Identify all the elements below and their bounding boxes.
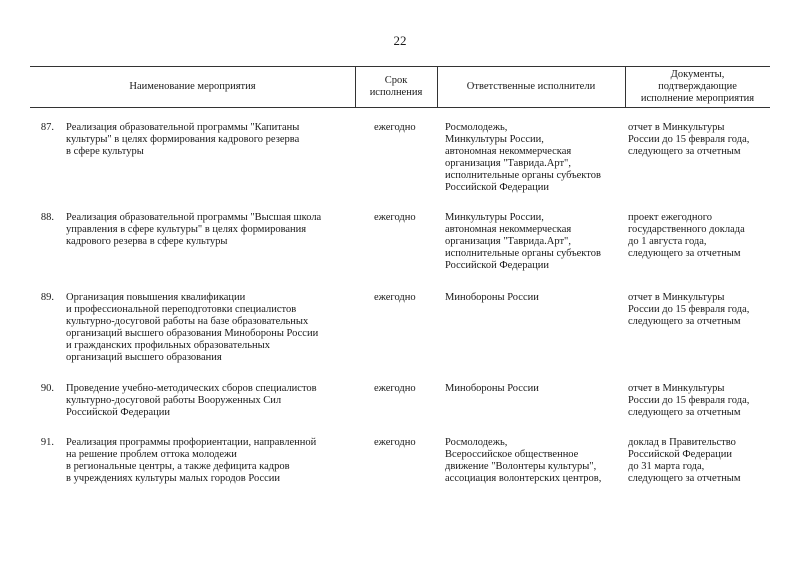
responsible-executors: Минкультуры России, автономная некоммерческая организация "Таврида.Арт", исполнительные органы субъектов Российской Федерации bbox=[445, 212, 601, 271]
table-header-bottom-rule bbox=[30, 107, 770, 108]
event-name: Проведение учебно-методических сборов специалистов культурно-досуговой работы Вооруженных Сил Российской Федерации bbox=[66, 383, 317, 418]
responsible-executors: Росмолодежь, Минкультуры России, автономная некоммерческая организация "Таврида.Арт", исполнительные органы субъектов Российской Федерации bbox=[445, 122, 601, 193]
column-header-executors: Ответственные исполнители bbox=[466, 80, 596, 92]
execution-term: ежегодно bbox=[374, 122, 416, 133]
event-name: Реализация образовательной программы "Высшая школа управления в сфере культуры" в целях формирования кадрового резерва в сфере культуры bbox=[66, 212, 322, 247]
execution-term: ежегодно bbox=[374, 212, 416, 223]
event-name: Реализация программы профориентации, направленной на решение проблем оттока молодежи в региональные центры, а также дефицита кадров в учреждениях культуры малых городов России bbox=[66, 437, 317, 484]
responsible-executors: Минобороны России bbox=[445, 383, 539, 394]
execution-term: ежегодно bbox=[374, 383, 416, 394]
confirming-documents: отчет в Минкультуры России до 15 февраля года, следующего за отчетным bbox=[628, 122, 750, 157]
execution-term: ежегодно bbox=[374, 292, 416, 303]
page-number: 22 bbox=[393, 33, 407, 48]
confirming-documents: доклад в Правительство Российской Федерации до 31 марта года, следующего за отчетным bbox=[628, 437, 741, 484]
event-name: Организация повышения квалификации и профессиональной переподготовки специалистов культурно-досуговой работы на базе образовательных организаций высшего образования Минобороны России и гражданских профильных образовательных организаций высшего образования bbox=[66, 292, 319, 363]
row-number: 90. bbox=[40, 383, 54, 394]
row-number: 87. bbox=[40, 122, 54, 133]
confirming-documents: проект ежегодного государственного доклада до 1 августа года, следующего за отчетным bbox=[628, 212, 745, 259]
column-header-documents: Документы, подтверждающие исполнение мероприятия bbox=[640, 68, 755, 104]
responsible-executors: Минобороны России bbox=[445, 292, 539, 303]
row-number: 88. bbox=[40, 212, 54, 223]
confirming-documents: отчет в Минкультуры России до 15 февраля года, следующего за отчетным bbox=[628, 383, 750, 418]
event-name: Реализация образовательной программы "Капитаны культуры" в целях формирования кадрового резерва в сфере культуры bbox=[66, 122, 300, 157]
row-number: 89. bbox=[40, 292, 54, 303]
confirming-documents: отчет в Минкультуры России до 15 февраля года, следующего за отчетным bbox=[628, 292, 750, 327]
column-header-term: Срок исполнения bbox=[369, 74, 423, 98]
execution-term: ежегодно bbox=[374, 437, 416, 448]
row-number: 91. bbox=[40, 437, 54, 448]
responsible-executors: Росмолодежь, Всероссийское общественное движение "Волонтеры культуры", ассоциация волонтерских центров, bbox=[445, 437, 602, 484]
column-header-name: Наименование мероприятия bbox=[129, 80, 256, 92]
